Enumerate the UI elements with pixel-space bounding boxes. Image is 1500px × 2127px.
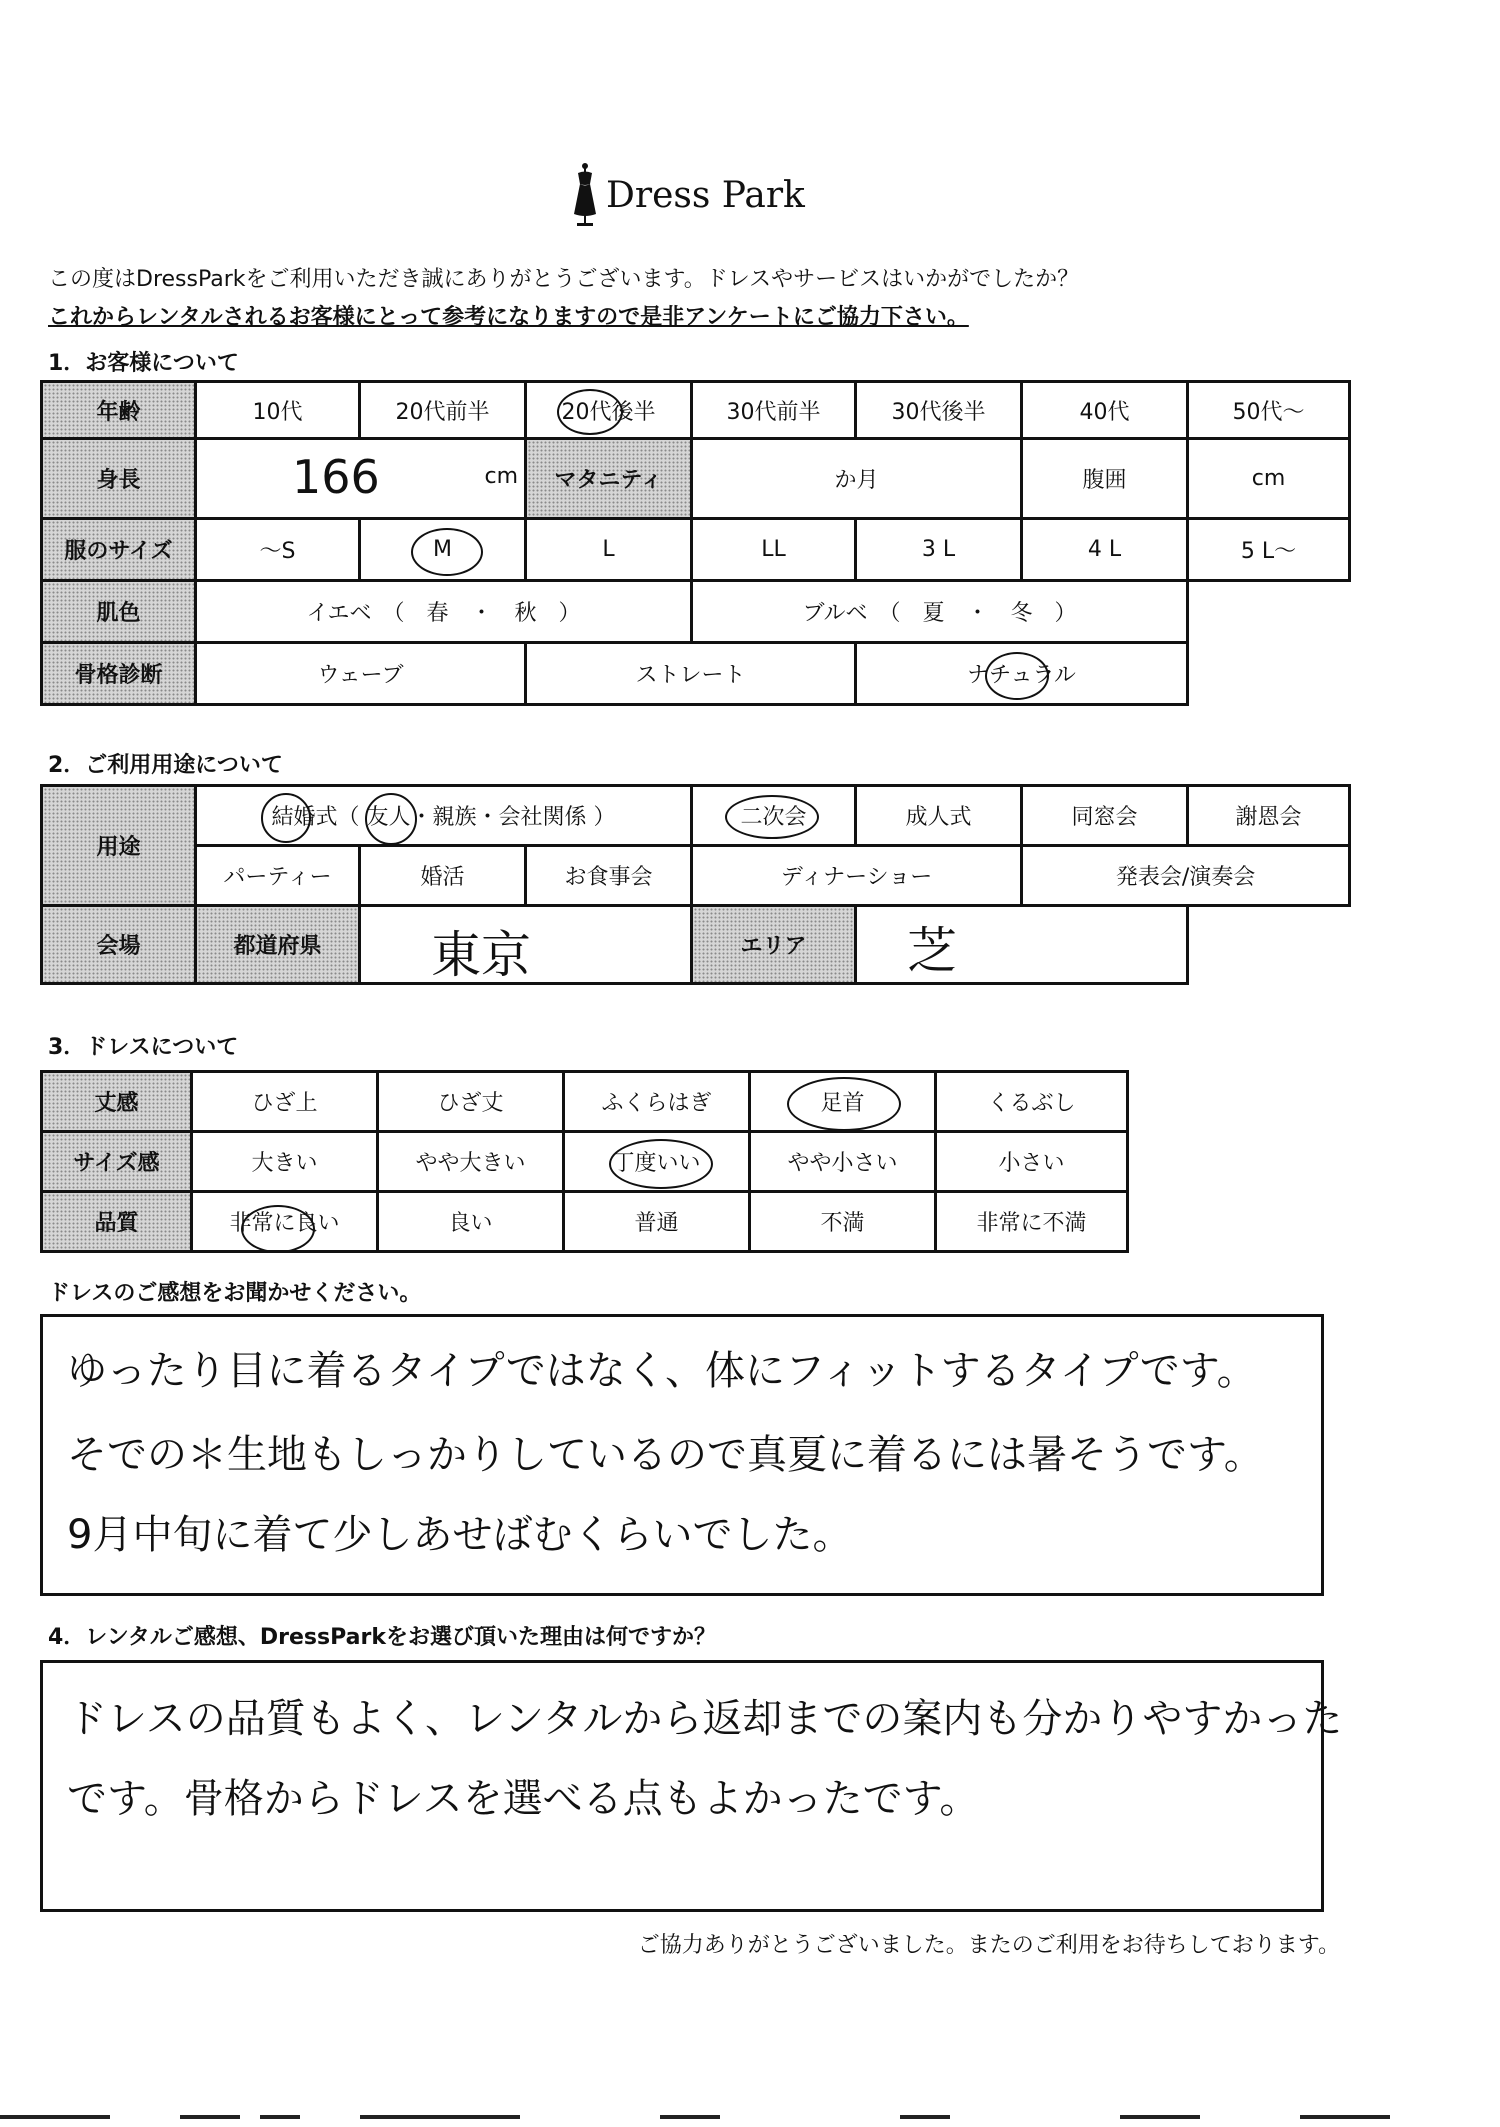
area-label: エリア	[692, 906, 856, 984]
maternity-label: マタニティ	[526, 439, 692, 519]
dresspark-logo	[572, 160, 805, 230]
feedback-line-1: ゆったり目に着るタイプではなく、体にフィットするタイプです。	[67, 1348, 1257, 1394]
rental-line-1: ドレスの品質もよく、レンタルから返却までの案内も分かりやすかった	[67, 1696, 1343, 1742]
scan-artifact	[260, 2115, 300, 2119]
age-option-10s[interactable]: 10代	[196, 382, 360, 439]
quality-option-very-dissatisfied[interactable]: 非常に不満	[936, 1192, 1128, 1252]
usage-afterparty-option[interactable]	[692, 786, 856, 846]
quality-option-good[interactable]: 良い	[378, 1192, 564, 1252]
prefecture-value: 東京	[431, 926, 531, 984]
skin-cool-option[interactable]: ブルベ （ 夏 ・ 冬 ）	[692, 581, 1188, 643]
dress-feedback-box[interactable]	[40, 1314, 1324, 1596]
size-option-5l[interactable]: 5 L～	[1188, 519, 1350, 581]
usage-table	[40, 784, 1351, 985]
age-option-40s[interactable]: 40代	[1022, 382, 1188, 439]
age-label: 年齢	[42, 382, 196, 439]
empty-cell	[1188, 643, 1350, 705]
height-field[interactable]	[196, 439, 526, 519]
length-option-ankle-label: 足首	[820, 1091, 865, 1116]
fit-option-small[interactable]: 小さい	[936, 1132, 1128, 1192]
feedback-line-2: そでの＊生地もしっかりしているので真夏に着るには暑そうです。	[67, 1432, 1264, 1478]
height-value: 166	[292, 450, 380, 504]
skin-warm-option[interactable]: イエベ （ 春 ・ 秋 ）	[196, 581, 692, 643]
length-option-calf[interactable]: ふくらはぎ	[564, 1072, 750, 1132]
fit-option-slightly-large[interactable]: やや大きい	[378, 1132, 564, 1192]
quality-option-average[interactable]: 普通	[564, 1192, 750, 1252]
age-option-late-20s-label: 20代後半	[561, 399, 656, 425]
size-option-l[interactable]: L	[526, 519, 692, 581]
venue-label: 会場	[42, 906, 196, 984]
scan-artifact	[900, 2115, 950, 2119]
area-field[interactable]	[856, 906, 1188, 984]
quality-option-dissatisfied[interactable]: 不満	[750, 1192, 936, 1252]
dress-table	[40, 1070, 1129, 1253]
size-option-ll[interactable]: LL	[692, 519, 856, 581]
intro-line-2: これからレンタルされるお客様にとって参考になりますので是非アンケートにご協力下さい。	[48, 305, 969, 330]
length-option-anklebone[interactable]: くるぶし	[936, 1072, 1128, 1132]
frame-option-natural[interactable]	[856, 643, 1188, 705]
size-option-3l[interactable]: 3 L	[856, 519, 1022, 581]
height-unit: cm	[484, 464, 518, 489]
feedback-line-3: 9月中旬に着て少しあせばむくらいでした。	[67, 1512, 853, 1558]
customer-table	[40, 380, 1351, 706]
maternity-months-field[interactable]	[692, 439, 1022, 519]
frame-option-straight[interactable]: ストレート	[526, 643, 856, 705]
size-option-s[interactable]: ～S	[196, 519, 360, 581]
scan-artifact	[0, 2115, 110, 2119]
fit-label: サイズ感	[42, 1132, 192, 1192]
fit-option-large[interactable]: 大きい	[192, 1132, 378, 1192]
usage-label: 用途	[42, 786, 196, 906]
usage-recital-option[interactable]: 発表会/演奏会	[1022, 846, 1350, 906]
quality-option-very-good-label: 非常に良い	[229, 1211, 340, 1236]
length-option-above-knee[interactable]: ひざ上	[192, 1072, 378, 1132]
area-value: 芝	[907, 922, 958, 980]
scan-artifact	[360, 2115, 520, 2119]
dress-feedback-title: ドレスのご感想をお聞かせください。	[48, 1281, 422, 1306]
age-option-late-20s[interactable]	[526, 382, 692, 439]
age-option-early-20s[interactable]: 20代前半	[360, 382, 526, 439]
length-option-ankle[interactable]	[750, 1072, 936, 1132]
scan-artifact	[180, 2115, 240, 2119]
usage-party-option[interactable]: パーティー	[196, 846, 360, 906]
fit-option-just-right-label: 丁度いい	[612, 1151, 701, 1176]
quality-label: 品質	[42, 1192, 192, 1252]
usage-afterparty-label: 二次会	[740, 805, 807, 830]
section-2-title: 2．ご利用用途について	[48, 753, 283, 778]
height-label: 身長	[42, 439, 196, 519]
empty-cell	[1188, 581, 1350, 643]
rental-line-2: です。骨格からドレスを選べる点もよかったです。	[67, 1776, 980, 1822]
usage-dinner-show-option[interactable]: ディナーショー	[692, 846, 1022, 906]
footer-thanks: ご協力ありがとうございました。またのご利用をお待ちしております。	[637, 1933, 1340, 1958]
age-option-late-30s[interactable]: 30代後半	[856, 382, 1022, 439]
age-option-50s[interactable]: 50代～	[1188, 382, 1350, 439]
section-1-title: 1．お客様について	[48, 351, 239, 376]
usage-wedding-option[interactable]	[196, 786, 692, 846]
fit-option-slightly-small[interactable]: やや小さい	[750, 1132, 936, 1192]
usage-thanks-party-option[interactable]: 謝恩会	[1188, 786, 1350, 846]
size-option-4l[interactable]: 4 L	[1022, 519, 1188, 581]
quality-option-very-good[interactable]	[192, 1192, 378, 1252]
waist-unit: cm	[1251, 466, 1286, 491]
length-label: 丈感	[42, 1072, 192, 1132]
waist-label: 腹囲	[1022, 439, 1188, 519]
frame-option-wave[interactable]: ウェーブ	[196, 643, 526, 705]
section-3-title: 3．ドレスについて	[48, 1035, 239, 1060]
size-option-m-label: M	[433, 537, 452, 562]
prefecture-field[interactable]	[360, 906, 692, 984]
size-label: 服のサイズ	[42, 519, 196, 581]
scan-artifact	[1300, 2115, 1390, 2119]
usage-wedding-label: 結婚式（ 友人・親族・会社関係 ）	[271, 805, 616, 830]
intro-line-1: この度はDressParkをご利用いただき誠にありがとうございます。ドレスやサービスはいかがでしたか？	[48, 267, 1080, 292]
months-unit: か月	[834, 468, 879, 493]
skin-label: 肌色	[42, 581, 196, 643]
usage-konkatsu-option[interactable]: 婚活	[360, 846, 526, 906]
prefecture-label: 都道府県	[196, 906, 360, 984]
section-4-title: 4．レンタルご感想、DressParkをお選び頂いた理由は何ですか？	[48, 1625, 716, 1650]
scan-artifact	[1120, 2115, 1200, 2119]
age-option-early-30s[interactable]: 30代前半	[692, 382, 856, 439]
usage-coming-of-age-option[interactable]: 成人式	[856, 786, 1022, 846]
frame-label: 骨格診断	[42, 643, 196, 705]
waist-field[interactable]	[1188, 439, 1350, 519]
frame-option-natural-label: ナチュラル	[967, 663, 1076, 688]
usage-dinner-option[interactable]: お食事会	[526, 846, 692, 906]
empty-cell	[1188, 906, 1350, 984]
usage-reunion-option[interactable]: 同窓会	[1022, 786, 1188, 846]
logo-text: Dress Park	[606, 174, 805, 216]
rental-feedback-box[interactable]	[40, 1660, 1343, 1912]
fit-option-just-right[interactable]	[564, 1132, 750, 1192]
size-option-m[interactable]	[360, 519, 526, 581]
length-option-knee[interactable]: ひざ丈	[378, 1072, 564, 1132]
scan-artifact	[660, 2115, 720, 2119]
dress-form-icon	[572, 162, 598, 228]
